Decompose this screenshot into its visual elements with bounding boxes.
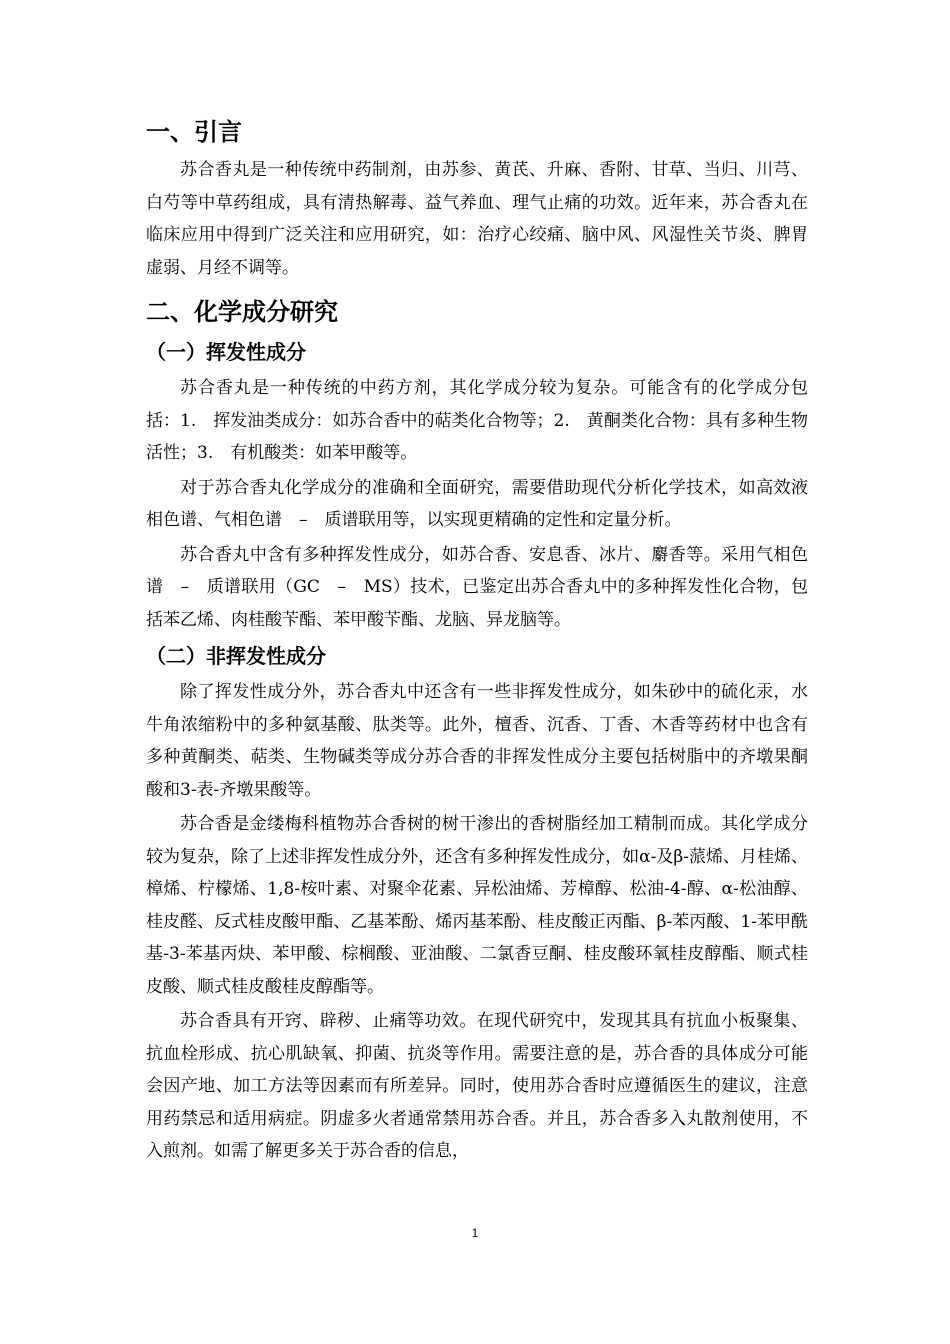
section-heading-intro: 一、引言 [146, 118, 242, 146]
paragraph-volatile-3: 苏合香丸中含有多种挥发性成分，如苏合香、安息香、冰片、麝香等。采用气相色谱 – 质谱联用（GC – MS）技术，已鉴定出苏合香丸中的多种挥发性化合物，包括苯乙烯、肉桂酸苄酯、苯甲酸苄酯、龙脑、异龙脑等。 [146, 544, 808, 630]
paragraph-volatile-1: 苏合香丸是一种传统的中药方剂，其化学成分较为复杂。可能含有的化学成分包括：1. 挥发油类成分：如苏合香中的萜类化合物等；2. 黄酮类化合物：具有多种生物活性；3. 有机酸类：如苯甲酸等。 [146, 378, 808, 463]
page-number: 1 [471, 1226, 479, 1240]
paragraph-nonvolatile-1: 除了挥发性成分外，苏合香丸中还含有一些非挥发性成分，如朱砂中的硫化汞，水牛角浓缩粉中的多种氨基酸、肽类等。此外，檀香、沉香、丁香、木香等药材中也含有多种黄酮类、萜类、生物碱类等成分苏合香的非挥发性成分主要包括树脂中的齐墩果酮酸和3-表-齐墩果酸等。 [146, 682, 808, 800]
paragraph-nonvolatile-3: 苏合香具有开窍、辟秽、止痛等功效。在现代研究中，发现其具有抗血小板聚集、抗血栓形成、抗心肌缺氧、抑菌、抗炎等作用。需要注意的是，苏合香的具体成分可能会因产地、加工方法等因素而有所差异。同时，使用苏合香时应遵循医生的建议，注意用药禁忌和适用病症。阴虚多火者通常禁用苏合香。并且，苏合香多入丸散剂使用，不入煎剂。如需了解更多关于苏合香的信息， [146, 1011, 808, 1161]
document-page [146, 112, 808, 1168]
subsection-heading-nonvolatile: （二）非挥发性成分 [146, 644, 326, 668]
paragraph-intro: 苏合香丸是一种传统中药制剂，由苏参、黄芪、升麻、香附、甘草、当归、川芎、白芍等中草药组成，具有清热解毒、益气养血、理气止痛的功效。近年来，苏合香丸在临床应用中得到广泛关注和应用研究，如：治疗心绞痛、脑中风、风湿性关节炎、脾胃虚弱、月经不调等。 [146, 160, 808, 278]
paragraph-nonvolatile-2: 苏合香是金缕梅科植物苏合香树的树干渗出的香树脂经加工精制而成。其化学成分较为复杂，除了上述非挥发性成分外，还含有多种挥发性成分，如α-及β-蒎烯、月桂烯、樟烯、柠檬烯、1,8-桉叶素、对聚伞花素、异松油烯、芳樟醇、松油-4-醇、α-松油醇、桂皮醛、反式桂皮酸甲酯、乙基苯酚、烯丙基苯酚、桂皮酸正丙酯、β-苯丙酸、1-苯甲酰基-3-苯基丙炔、苯甲酸、棕榈酸、亚油酸、二氯香豆酮、桂皮酸环氧桂皮醇酯、顺式桂皮酸、顺式桂皮酸桂皮醇酯等。 [146, 814, 808, 997]
subsection-heading-volatile: （一）挥发性成分 [146, 340, 306, 364]
paragraph-volatile-2: 对于苏合香丸化学成分的准确和全面研究，需要借助现代分析化学技术，如高效液相色谱、气相色谱 – 质谱联用等，以实现更精确的定性和定量分析。 [146, 477, 808, 530]
section-heading-chemistry: 二、化学成分研究 [146, 298, 338, 326]
